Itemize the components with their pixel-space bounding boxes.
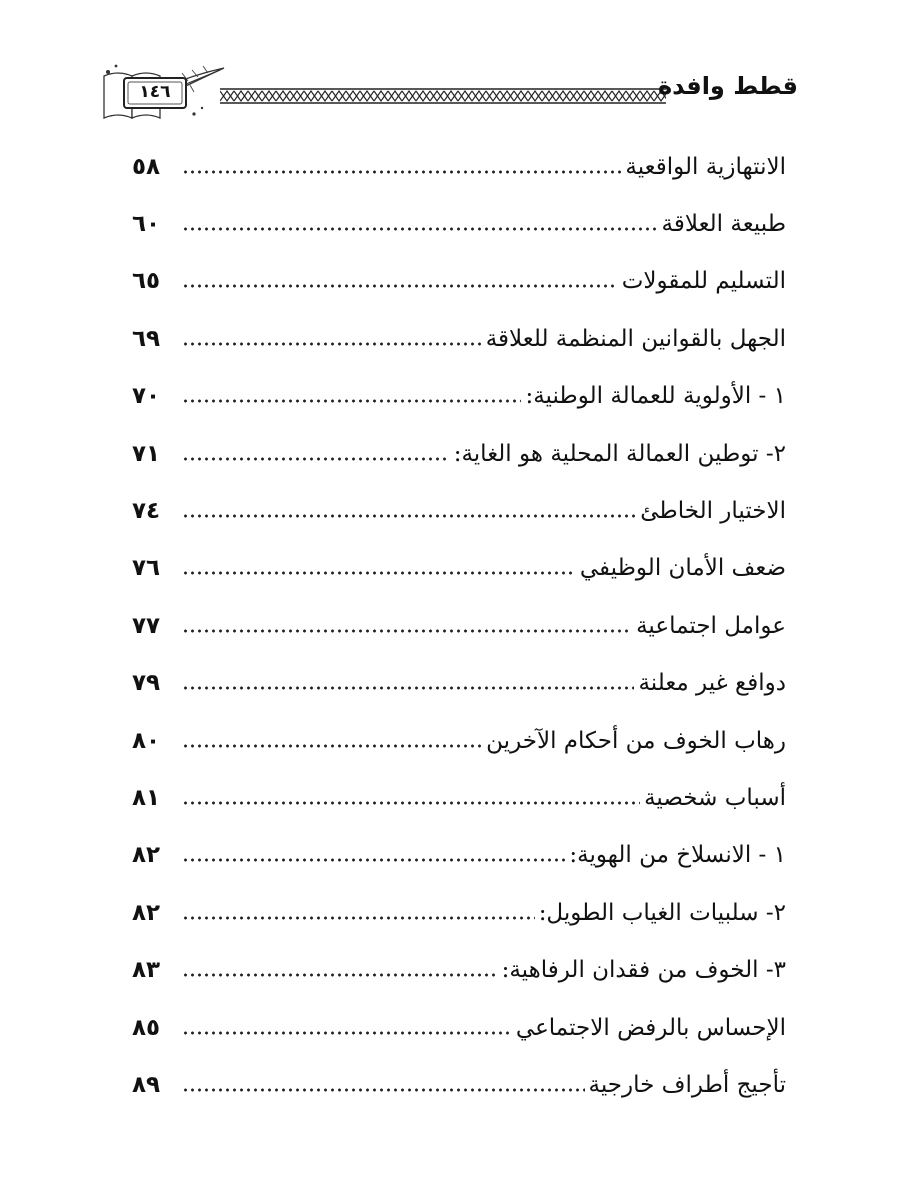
dot-leader: [182, 284, 618, 288]
toc-page-number: ٧٠: [132, 383, 161, 410]
dot-leader: [182, 973, 498, 977]
dot-leader: [182, 514, 636, 518]
toc-page-number: ٧١: [132, 440, 161, 467]
dot-leader: [182, 858, 565, 862]
toc-entry: [132, 884, 786, 941]
toc-entry: [132, 482, 786, 539]
toc-page-number: ٧٧: [132, 612, 161, 639]
toc-entry: [132, 425, 786, 482]
toc-entry: [132, 1056, 786, 1113]
dot-leader: [182, 916, 535, 920]
toc-title: دوافع غير معلنة: [638, 670, 786, 697]
dot-leader: [182, 399, 521, 403]
toc-entry: [132, 195, 786, 252]
toc-page-number: ٨٩: [132, 1071, 161, 1098]
toc-page-number: ٨٣: [132, 957, 161, 984]
dot-leader: [182, 744, 482, 748]
dot-leader: [182, 686, 634, 690]
toc-page-number: ٨٢: [132, 842, 161, 869]
toc-entry: [132, 253, 786, 310]
toc-page-number: ٦٩: [132, 325, 161, 352]
toc-page-number: ٧٩: [132, 670, 161, 697]
dot-leader: [182, 801, 640, 805]
toc-entry: [132, 310, 786, 367]
toc-title: طبيعة العلاقة: [661, 211, 786, 238]
toc-title: تأجيج أطراف خارجية: [588, 1071, 786, 1098]
toc-title: رهاب الخوف من أحكام الآخرين: [486, 727, 786, 754]
toc-entry: [132, 368, 786, 425]
running-title: قطط وافدة: [657, 72, 798, 100]
toc-page-number: ٨٠: [132, 727, 161, 754]
toc-page-number: ٧٤: [132, 498, 161, 525]
toc-title: الاختيار الخاطئ: [640, 498, 786, 525]
dot-leader: [182, 170, 621, 174]
dot-leader: [182, 227, 658, 231]
decorative-border-band: [220, 88, 666, 104]
toc-page-number: ٦٠: [132, 211, 161, 238]
toc-title: عوامل اجتماعية: [636, 612, 786, 639]
toc-title: ١ - الانسلاخ من الهوية:: [569, 842, 786, 869]
toc-title: ٣- الخوف من فقدان الرفاهية:: [501, 957, 786, 984]
page-number: ١٤٦: [139, 82, 171, 102]
page-number-badge: [98, 58, 228, 128]
toc-title: ٢- سلبيات الغياب الطويل:: [538, 899, 786, 926]
toc-entry: [132, 540, 786, 597]
toc-page-number: ٨١: [132, 784, 161, 811]
toc-page-number: ٧٦: [132, 555, 161, 582]
dot-leader: [182, 457, 450, 461]
page-header: [98, 58, 798, 128]
toc-entry: [132, 941, 786, 998]
toc-entry: [132, 827, 786, 884]
toc-title: ٢- توطين العمالة المحلية هو الغاية:: [453, 440, 786, 467]
dot-leader: [182, 629, 632, 633]
toc-title: الانتهازية الواقعية: [625, 153, 786, 180]
toc-title: ١ - الأولوية للعمالة الوطنية:: [525, 383, 786, 410]
toc-entry: [132, 999, 786, 1056]
toc-title: الإحساس بالرفض الاجتماعي: [515, 1014, 786, 1041]
toc-title: أسباب شخصية: [644, 784, 786, 811]
toc-title: ضعف الأمان الوظيفي: [579, 555, 786, 582]
dot-leader: [182, 571, 576, 575]
toc-entry: [132, 597, 786, 654]
dot-leader: [182, 342, 482, 346]
toc-title: الجهل بالقوانين المنظمة للعلاقة: [485, 325, 786, 352]
dot-leader: [182, 1031, 512, 1035]
toc-entry: [132, 655, 786, 712]
toc-page-number: ٨٥: [132, 1014, 161, 1041]
toc-page-number: ٥٨: [132, 153, 161, 180]
toc-entry: [132, 769, 786, 826]
toc-title: التسليم للمقولات: [621, 268, 786, 295]
dot-leader: [182, 1088, 585, 1092]
toc-page-number: ٨٢: [132, 899, 161, 926]
table-of-contents: [132, 138, 786, 1114]
toc-page-number: ٦٥: [132, 268, 161, 295]
toc-entry: [132, 712, 786, 769]
toc-entry: [132, 138, 786, 195]
